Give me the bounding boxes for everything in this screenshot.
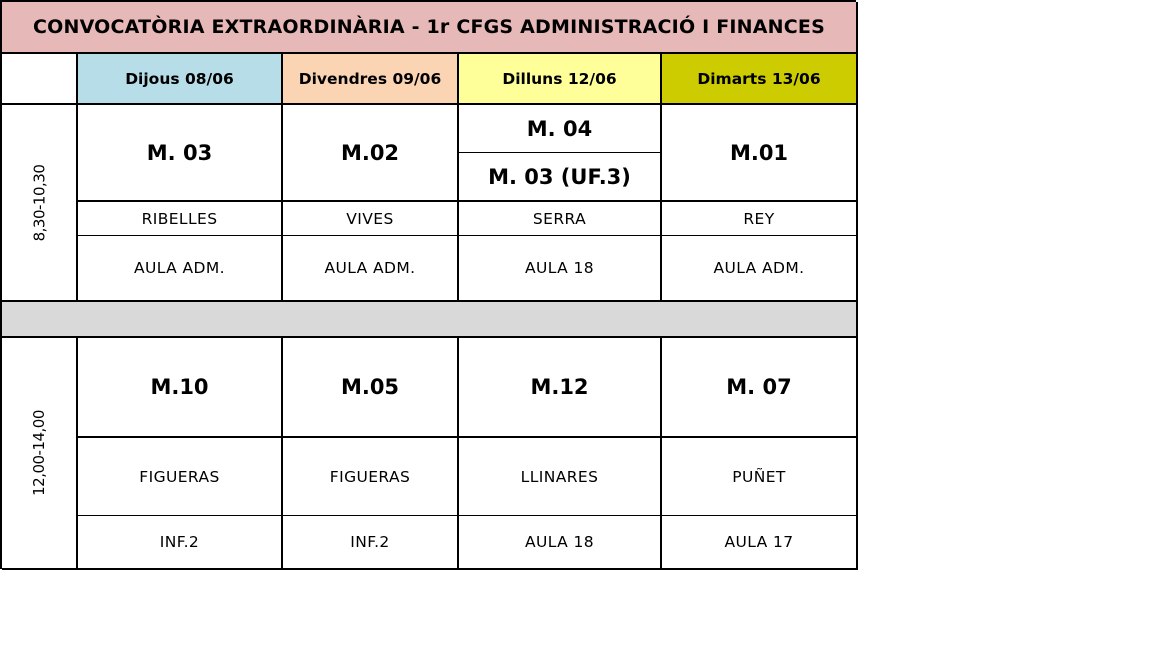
break-row (2, 302, 858, 338)
teacher-cell: VIVES (283, 202, 459, 236)
module-cell-extra: M. 03 (UF.3) (459, 153, 662, 202)
time-slot-2 (2, 338, 78, 570)
module-cell: M. 03 (78, 105, 283, 202)
room-cell: AULA ADM. (78, 236, 283, 302)
room-cell: AULA 18 (459, 236, 662, 302)
module-cell: M. 07 (662, 338, 858, 438)
room-cell: AULA 18 (459, 516, 662, 570)
room-cell: AULA ADM. (662, 236, 858, 302)
teacher-cell: SERRA (459, 202, 662, 236)
teacher-cell: FIGUERAS (78, 438, 283, 516)
module-cell: M.12 (459, 338, 662, 438)
teacher-cell: LLINARES (459, 438, 662, 516)
teacher-cell: REY (662, 202, 858, 236)
time-slot-1 (2, 105, 78, 302)
teacher-cell: FIGUERAS (283, 438, 459, 516)
module-cell: M.10 (78, 338, 283, 438)
room-cell: AULA ADM. (283, 236, 459, 302)
teacher-cell: RIBELLES (78, 202, 283, 236)
day-header-2: Divendres 09/06 (283, 54, 459, 105)
day-header-4: Dimarts 13/06 (662, 54, 858, 105)
teacher-cell: PUÑET (662, 438, 858, 516)
day-header-1: Dijous 08/06 (78, 54, 283, 105)
module-cell: M.01 (662, 105, 858, 202)
schedule-title: CONVOCATÒRIA EXTRAORDINÀRIA - 1r CFGS ADMINISTRACIÓ I FINANCES (2, 2, 858, 54)
time-slot-2-label: 12,00-14,00 (30, 410, 49, 496)
corner-cell (2, 54, 78, 105)
module-cell: M.02 (283, 105, 459, 202)
time-slot-1-label: 8,30-10,30 (30, 164, 49, 241)
module-cell: M.05 (283, 338, 459, 438)
room-cell: INF.2 (78, 516, 283, 570)
day-header-3: Dilluns 12/06 (459, 54, 662, 105)
room-cell: INF.2 (283, 516, 459, 570)
room-cell: AULA 17 (662, 516, 858, 570)
module-cell: M. 04 (459, 105, 662, 153)
